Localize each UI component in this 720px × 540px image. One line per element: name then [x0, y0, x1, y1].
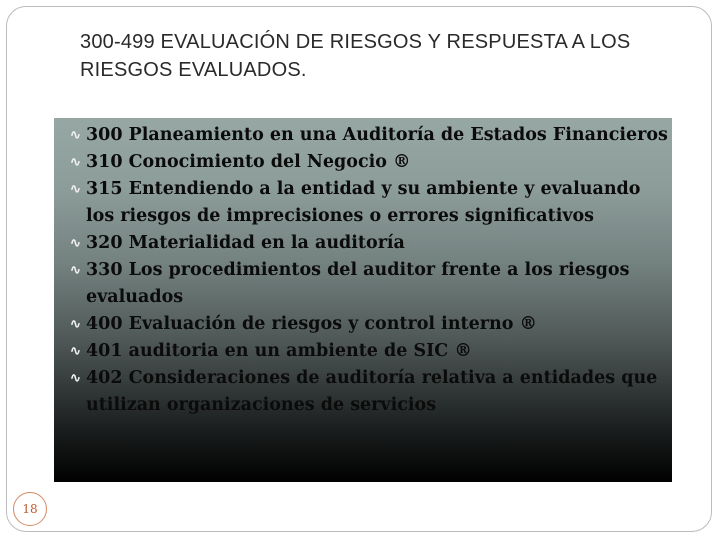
list-item: [70, 230, 670, 257]
list-item-text: 402 Consideraciones de auditoría relativa a entidades que utilizan organizaciones de servicios: [86, 368, 658, 415]
wave-bullet-icon: ∿: [70, 182, 81, 197]
list-item: [70, 149, 670, 176]
wave-bullet-icon: ∿: [70, 128, 81, 143]
list-item-text: 401 auditoria en un ambiente de SIC ®: [86, 341, 472, 361]
slide-title: 300-499 EVALUACIÓN DE RIESGOS Y RESPUESTA A LOS RIESGOS EVALUADOS.: [80, 31, 631, 81]
list-item: [70, 122, 670, 149]
standards-list: [70, 122, 670, 419]
list-item-text: 310 Conocimiento del Negocio ®: [86, 152, 411, 172]
wave-bullet-icon: ∿: [70, 371, 81, 386]
page-number: 18: [13, 492, 47, 526]
wave-bullet-icon: ∿: [70, 155, 81, 170]
list-item: [70, 311, 670, 338]
list-item-text: 330 Los procedimientos del auditor frente a los riesgos evaluados: [86, 260, 630, 307]
wave-bullet-icon: ∿: [70, 236, 81, 251]
wave-bullet-icon: ∿: [70, 344, 81, 359]
list-item: [70, 176, 670, 230]
list-item-text: 320 Materialidad en la auditoría: [86, 233, 405, 253]
list-item-text: 300 Planeamiento en una Auditoría de Estados Financieros: [86, 125, 668, 145]
list-item: [70, 365, 670, 419]
list-item-text: 315 Entendiendo a la entidad y su ambiente y evaluando los riesgos de imprecisiones o errores significativos: [86, 179, 641, 226]
list-item: [70, 338, 670, 365]
wave-bullet-icon: ∿: [70, 263, 81, 278]
wave-bullet-icon: ∿: [70, 317, 81, 332]
list-item-text: 400 Evaluación de riesgos y control interno ®: [86, 314, 537, 334]
list-item: [70, 257, 670, 311]
